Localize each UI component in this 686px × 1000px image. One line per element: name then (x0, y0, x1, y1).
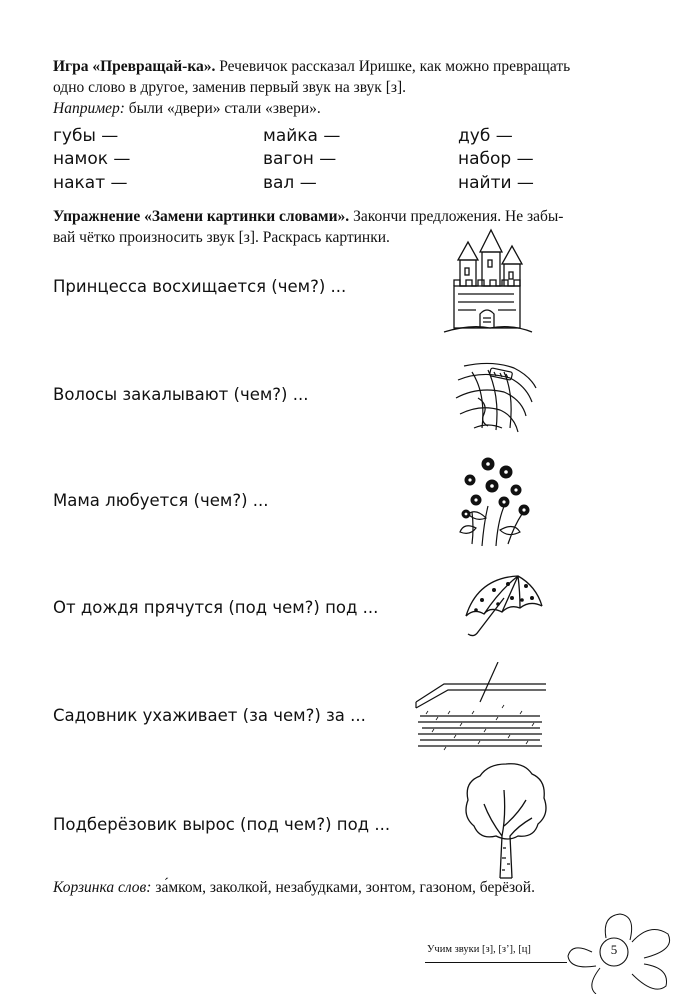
word-item: намок — (53, 149, 131, 169)
word-item: набор — (458, 149, 534, 169)
word-basket-label: Корзинка слов: (53, 879, 152, 896)
word-item: губы — (53, 126, 119, 146)
exercise-text-line1: Закончи предложения. Не забы- (349, 208, 564, 225)
hairpin-icon (452, 358, 542, 442)
word-item: дуб — (458, 126, 513, 146)
sentence-umbrella: От дождя прячутся (под чем?) под ... (53, 598, 379, 617)
forget-me-not-icon (452, 452, 538, 546)
word-item: найти — (458, 173, 534, 193)
sentence-lawn: Садовник ухаживает (за чем?) за ... (53, 706, 366, 725)
game-title: Игра «Превращай-ка». (53, 58, 216, 75)
word-item: вал — (263, 173, 317, 193)
word-basket (53, 877, 649, 898)
word-item: вагон — (263, 149, 337, 169)
word-basket-words: за́мком, заколкой, незабудками, зонтом, газоном, берёзой. (151, 879, 535, 896)
exercise-title: Упражнение «Замени картинки словами». (53, 208, 350, 225)
castle-icon (440, 228, 536, 340)
page-number: 5 (610, 942, 618, 957)
word-item: накат — (53, 173, 128, 193)
game-text-line1: Речевичок рассказал Иришке, как можно превращать (215, 58, 571, 75)
footer-rule (425, 962, 567, 963)
example-label: Например: (53, 100, 125, 117)
exercise-paragraph (53, 206, 649, 248)
game-paragraph (53, 56, 649, 119)
sentence-birch: Подберёзовик вырос (под чем?) под ... (53, 815, 391, 834)
sentence-castle: Принцесса восхищается (чем?) ... (53, 277, 347, 296)
footer-section-title: Учим звуки [з], [з’], [ц] (427, 944, 531, 955)
umbrella-icon (460, 572, 544, 646)
birch-tree-icon (462, 760, 550, 880)
word-item: майка — (263, 126, 341, 146)
game-text-line2: одно слово в другое, заменив первый звук на звук [з]. (53, 79, 407, 96)
exercise-text-line2: вай чётко произносить звук [з]. Раскрась картинки. (53, 229, 390, 246)
sentence-flowers: Мама любуется (чем?) ... (53, 491, 269, 510)
sentence-hairpin: Волосы закалывают (чем?) ... (53, 385, 309, 404)
lawn-icon (414, 662, 548, 754)
example-text: были «двери» стали «звери». (124, 100, 321, 117)
